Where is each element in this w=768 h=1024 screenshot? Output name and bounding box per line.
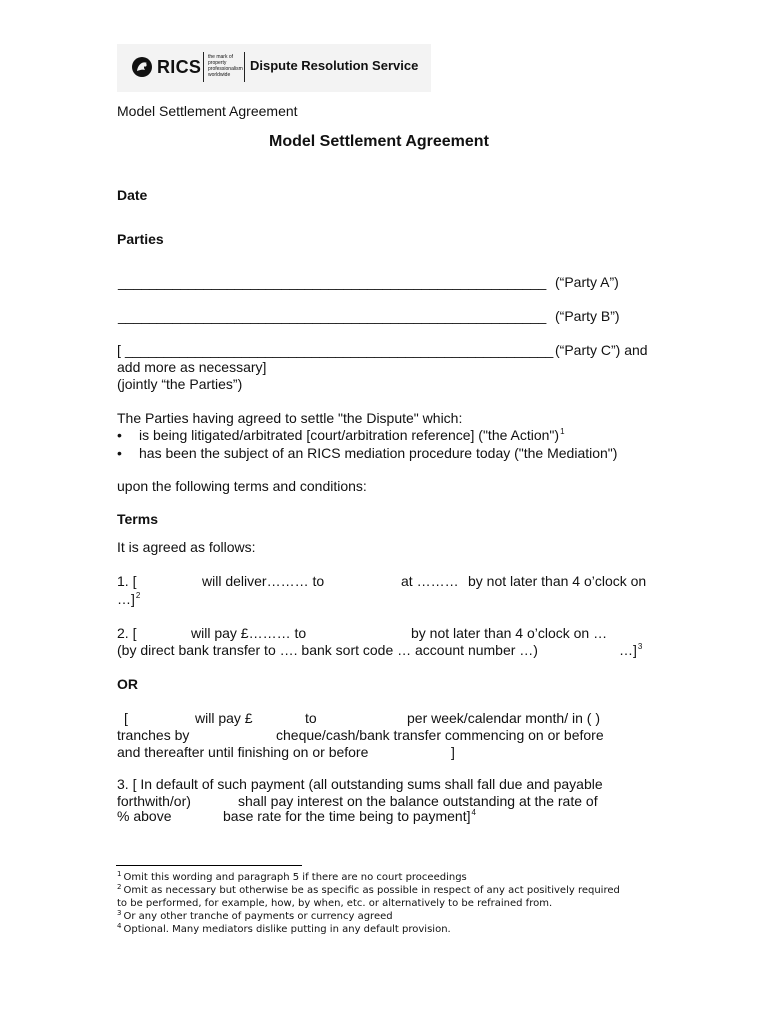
jointly-text: (jointly “the Parties”) xyxy=(117,376,243,392)
logo-divider xyxy=(244,52,245,82)
alt-pay: will pay £ xyxy=(195,710,253,726)
alt-bracket: [ xyxy=(124,710,128,726)
party-c-bracket: [ xyxy=(117,342,121,358)
bullet-icon: • xyxy=(117,445,122,461)
item3-interest: shall pay interest on the balance outstanding at the rate of xyxy=(238,793,598,809)
item2-end: …]$^3$ xyxy=(619,642,643,658)
party-c-line: _______________________________________________________ xyxy=(125,342,554,358)
logo-divider xyxy=(203,52,204,82)
date-heading: Date xyxy=(117,187,148,203)
item2-pay: will pay £……… to xyxy=(191,625,307,641)
party-c-more: add more as necessary] xyxy=(117,359,267,375)
item1-at: at ……… xyxy=(401,573,459,589)
footnote: $^4$ Optional. Many mediators dislike putting in any default provision. xyxy=(117,922,451,935)
header-label: Model Settlement Agreement xyxy=(117,103,298,119)
item3-line1: 3. [ In default of such payment (all outstanding sums shall fall due and payable xyxy=(117,776,603,792)
rics-logo-icon xyxy=(131,56,153,78)
footnote-divider xyxy=(116,865,302,866)
alt-period: per week/calendar month/ in ( ) xyxy=(407,710,600,726)
logo-brand: RICS xyxy=(157,57,202,77)
party-a-label: (“Party A”) xyxy=(555,274,619,290)
party-a-line: _______________________________________________________ xyxy=(118,274,547,290)
party-b-label: (“Party B”) xyxy=(555,308,620,324)
logo-tagline: the mark of property professionalism worldwide xyxy=(208,54,243,78)
alt-tranches: tranches by xyxy=(117,727,190,743)
footnote: $^3$ Or any other tranche of payments or currency agreed xyxy=(117,909,393,922)
page-title: Model Settlement Agreement xyxy=(269,133,489,150)
footnote: $^2$ Omit as necessary but otherwise be as specific as possible in respect of any act positively required xyxy=(117,883,620,896)
bullet-icon: • xyxy=(117,427,122,443)
item3-above: % above xyxy=(117,808,172,824)
list-item: is being litigated/arbitrated [court/arbitration reference] ("the Action")$^1$ xyxy=(139,427,565,443)
dispute-intro: The Parties having agreed to settle "the Dispute" which: xyxy=(117,410,463,426)
alt-method: cheque/cash/bank transfer commencing on or before xyxy=(276,727,604,743)
item1-start: 1. [ xyxy=(117,573,137,589)
parties-heading: Parties xyxy=(117,231,164,247)
agreed-text: It is agreed as follows: xyxy=(117,539,256,555)
party-c-label: (“Party C”) and xyxy=(555,342,648,358)
item3-base-rate: base rate for the time being to payment]$^4$ xyxy=(223,808,476,824)
upon-text: upon the following terms and conditions: xyxy=(117,478,367,494)
list-item: has been the subject of an RICS mediation procedure today ("the Mediation") xyxy=(139,445,618,461)
item2-start: 2. [ xyxy=(117,625,137,641)
footnote: $^1$ Omit this wording and paragraph 5 if there are no court proceedings xyxy=(117,870,467,883)
item1-deadline: by not later than 4 o’clock on xyxy=(468,573,647,589)
footnote: to be performed, for example, how, by when, etc. or alternatively to be refrained from. xyxy=(117,898,553,909)
party-b-line: _______________________________________________________ xyxy=(118,308,547,324)
terms-heading: Terms xyxy=(117,511,158,527)
alt-finish: and thereafter until finishing on or before xyxy=(117,744,369,760)
item1-end: …]$^2$ xyxy=(117,591,141,607)
item2-deadline: by not later than 4 o’clock on … xyxy=(411,625,608,641)
item1-deliver: will deliver……… to xyxy=(202,573,325,589)
item3-forthwith: forthwith/or) xyxy=(117,793,191,809)
logo-service-name: Dispute Resolution Service xyxy=(250,58,419,73)
alt-close: ] xyxy=(451,744,455,760)
item2-transfer: (by direct bank transfer to …. bank sort code … account number …) xyxy=(117,642,538,658)
or-heading: OR xyxy=(117,676,138,692)
alt-to: to xyxy=(305,710,317,726)
